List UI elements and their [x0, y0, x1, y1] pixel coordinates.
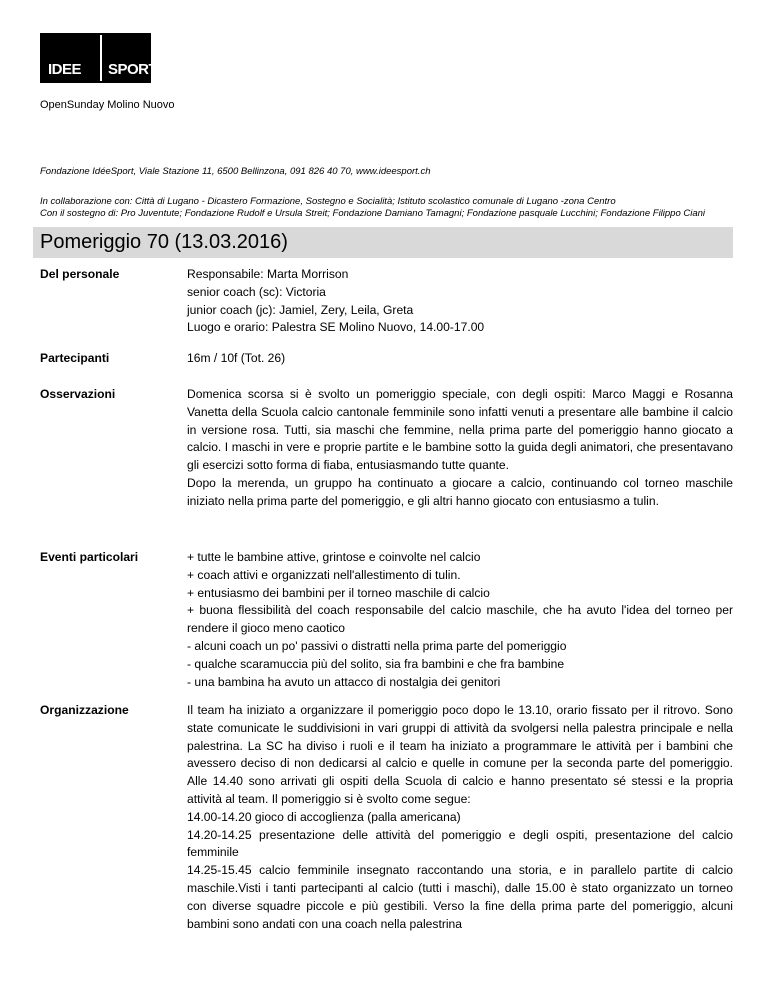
list-item: + entusiasmo dei bambini per il torneo maschile di calcio	[187, 585, 490, 600]
section-value: 16m / 10f (Tot. 26)	[187, 351, 286, 365]
org-name: OpenSunday Molino Nuovo	[40, 99, 175, 111]
list-item: + coach attivi e organizzati nell'allestimento di tulin.	[187, 567, 461, 582]
text-line: Responsabile: Marta Morrison	[187, 267, 349, 281]
text-line: senior coach (sc): Victoria	[187, 284, 326, 299]
title-bar	[33, 227, 733, 258]
schedule-line: 14.20-14.25 presentazione delle attività del pomeriggio e degli ospiti, presentazione del calcio femminile	[187, 827, 733, 860]
paragraph: Il team ha iniziato a organizzare il pomeriggio poco dopo le 13.10, orario fissato per il ritrovo. Sono state comunicate le suddivisioni in vari gruppi di attività da svolgersi nella palestra principale e nella palestrina. La SC ha diviso i ruoli e il team ha iniziato a programmare le attività per i bambini che avessero deciso di non dedicarsi al calcio e quelle in comune per la seconda parte del pomeriggio. Alle 14.40 sono arrivati gli ospiti della Scuola di calcio e hanno presentato sé stessi e la propria attività al team. Il pomeriggio si è svolto come segue:	[187, 703, 733, 806]
collaboration-line: In collaborazione con: Città di Lugano - Dicastero Formazione, Sostegno e Socialità; Istituto scolastico comunale di Lugano -zona Centro	[40, 196, 616, 207]
list-item: + tutte le bambine attive, grintose e coinvolte nel calcio	[187, 550, 481, 564]
section-value	[187, 549, 733, 691]
section-label: Osservazioni	[40, 387, 116, 401]
section-value	[187, 386, 733, 511]
support-line: Con il sostegno di: Pro Juventute; Fondazione Rudolf e Ursula Streit; Fondazione Damiano Tamagni; Fondazione pasquale Lucchini; Fondazione Filippo Ciani	[40, 208, 706, 219]
list-item: - qualche scaramuccia più del solito, sia fra bambini e che fra bambine	[187, 656, 565, 671]
page-title: Pomeriggio 70 (13.03.2016)	[40, 231, 288, 253]
section-value	[187, 266, 733, 337]
section-label: Eventi particolari	[40, 550, 139, 564]
section-label: Organizzazione	[40, 703, 129, 717]
section-label: Del personale	[40, 267, 120, 281]
logo-text-idee: IDEE	[48, 61, 82, 78]
list-item: - alcuni coach un po' passivi o distratti nella prima parte del pomeriggio	[187, 638, 567, 653]
list-item: + buona flessibilità del coach responsabile del calcio maschile, che ha avuto l'idea del torneo per rendere il gioco meno caotico	[187, 603, 733, 636]
section-label: Partecipanti	[40, 351, 110, 365]
foundation-address: Fondazione IdéeSport, Viale Stazione 11, 6500 Bellinzona, 091 826 40 70, www.ideesport.ch	[40, 166, 431, 177]
paragraph: Dopo la merenda, un gruppo ha continuato a giocare a calcio, continuando col torneo maschile iniziato nella prima parte del pomeriggio, e gli altri hanno giocato con entusiasmo a tulin.	[187, 475, 733, 508]
section-value	[187, 702, 733, 933]
text-line: junior coach (jc): Jamiel, Zery, Leila, Greta	[187, 302, 414, 317]
text-line: Luogo e orario: Palestra SE Molino Nuovo, 14.00-17.00	[187, 320, 485, 335]
ideesport-logo	[40, 33, 158, 83]
schedule-line: 14.25-15.45 calcio femminile insegnato raccontando una storia, e in parallelo partite di calcio maschile.Visti i tanti partecipanti al calcio (tutti i maschi), dalle 15.00 è stato organizzato un torneo con diverse squadre piccole e più gestibili. Verso la fine della prima parte del pomeriggio, alcuni bambini sono andati con una coach nella palestrina	[187, 863, 733, 931]
schedule-line: 14.00-14.20 gioco di accoglienza (palla americana)	[187, 809, 461, 824]
paragraph: Domenica scorsa si è svolto un pomeriggio speciale, con degli ospiti: Marco Maggi e Rosanna Vanetta della Scuola calcio cantonale femminile sono infatti venuti a presentare alle bambine il calcio in versione rosa. Tutti, sia maschi che femmine, nella prima parte del pomeriggio hanno giocato a calcio. I maschi in vere e proprie partite e le bambine sotto la guida degli animatori, che presentavano gli esercizi sotto forma di fiaba, entusiasmando tutte quante.	[187, 387, 733, 473]
logo-text-sport: SPORT	[108, 61, 158, 78]
list-item: - una bambina ha avuto un attacco di nostalgia dei genitori	[187, 674, 501, 689]
